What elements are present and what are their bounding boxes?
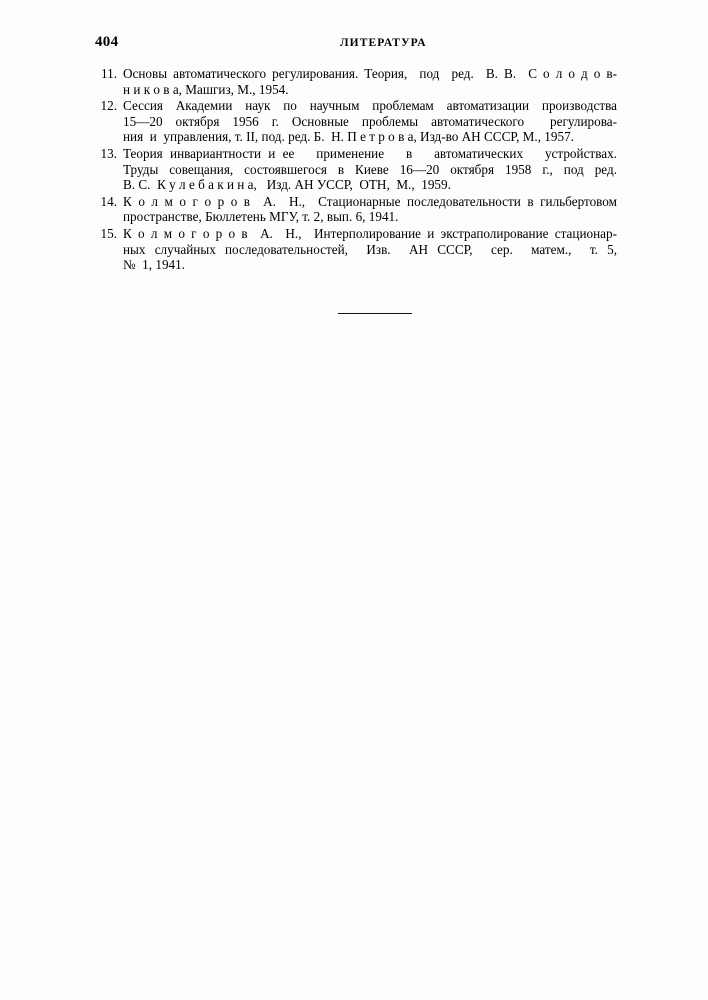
reference-line: ния и управления, т. II, под. ред. Б. Н. П е т р о в а, Изд-во АН СССР, М., 1957. (123, 129, 574, 145)
reference-line: Теория инвариантности и ее применение в автоматических устройствах. (123, 145, 617, 161)
reference-line: пространстве, Бюллетень МГУ, т. 2, вып. 6, 1941. (123, 209, 399, 225)
reference-text (123, 66, 617, 97)
reference-number: 14. (100, 193, 117, 209)
list-item (95, 226, 617, 273)
reference-line: Труды совещания, состоявшегося в Киеве 16—20 октября 1958 г., под ред. (123, 161, 617, 177)
reference-number: 13. (100, 145, 117, 161)
list-item (95, 146, 617, 193)
section-rule (338, 313, 412, 314)
reference-text (123, 226, 617, 273)
page-header (95, 34, 615, 54)
list-item (95, 66, 617, 97)
reference-line: К о л м о г о р о в А. Н., Интерполирование и экстраполирование стационар- (123, 225, 617, 241)
reference-number: 11. (101, 66, 117, 81)
reference-line: Основы автоматического регулирования. Теория, под ред. В. В. С о л о д о в- (123, 66, 617, 81)
list-item (95, 98, 617, 145)
reference-line: 15—20 октября 1956 г. Основные проблемы автоматического регулирова- (123, 113, 617, 129)
reference-number: 12. (100, 98, 117, 114)
reference-line: н и к о в а, Машгиз, М., 1954. (123, 81, 289, 97)
reference-text (123, 98, 617, 145)
list-item (95, 194, 617, 225)
reference-list (95, 66, 617, 274)
reference-line: К о л м о г о р о в А. Н., Стационарные последовательности в гильбертовом (123, 193, 617, 209)
reference-text (123, 146, 617, 193)
reference-text (123, 194, 617, 225)
reference-line: В. С. К у л е б а к и н а, Изд. АН УССР, ОТН, М., 1959. (123, 177, 451, 193)
running-title: ЛИТЕРАТУРА (340, 37, 427, 49)
reference-line: Сессия Академии наук по научным проблемам автоматизации производства (123, 98, 617, 114)
reference-number: 15. (100, 225, 117, 241)
reference-line: ных случайных последовательностей, Изв. АН СССР, сер. матем., т. 5, (123, 241, 617, 257)
page-number: 404 (95, 34, 119, 50)
reference-line: № 1, 1941. (123, 257, 186, 273)
